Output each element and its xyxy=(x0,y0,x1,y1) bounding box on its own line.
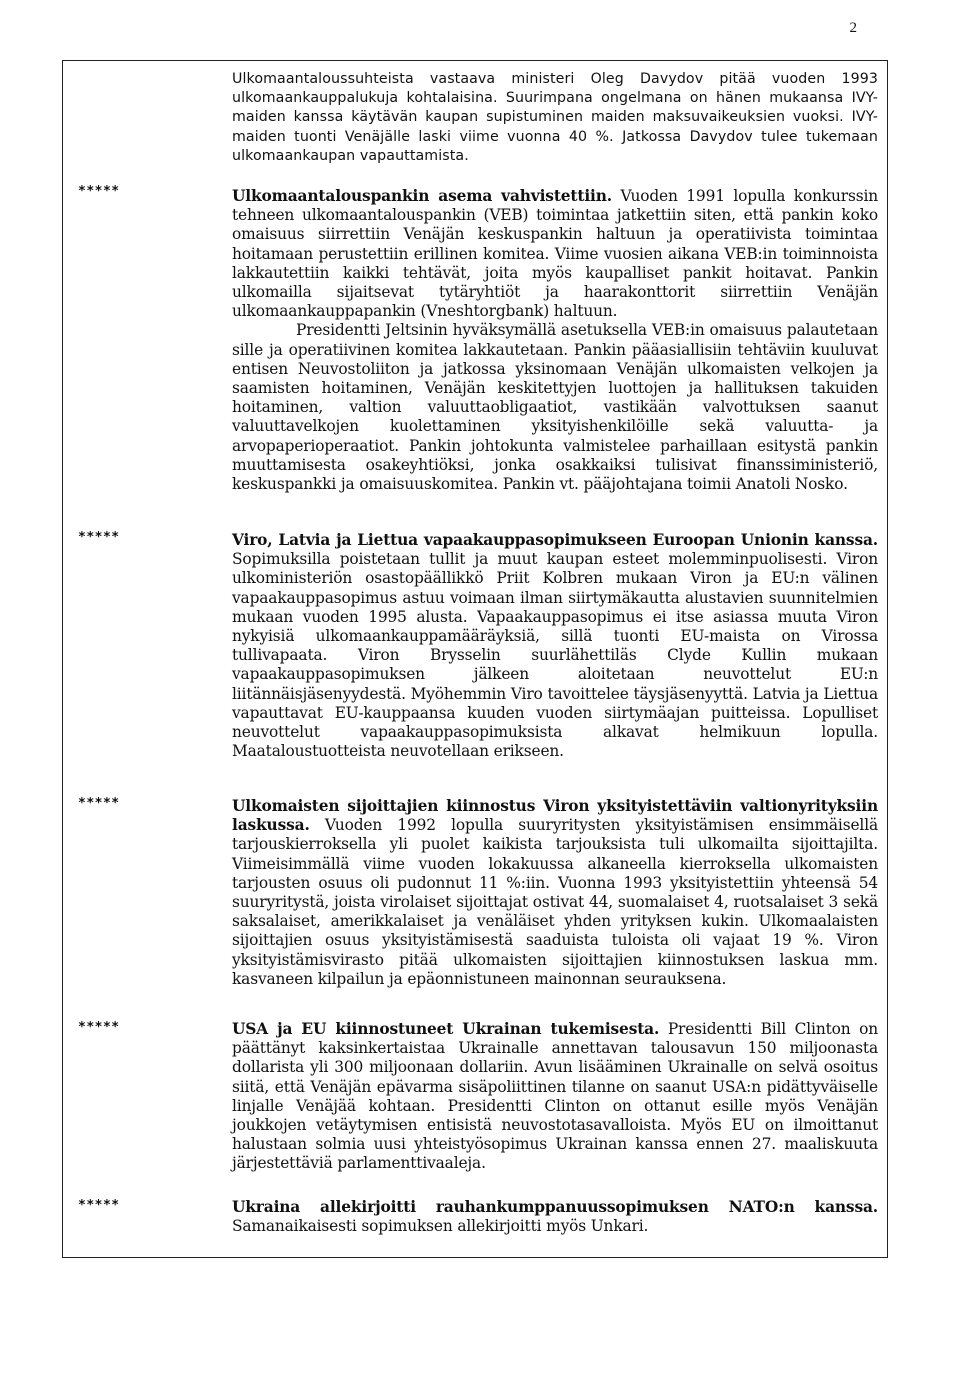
news-item-veb xyxy=(232,187,878,494)
news-item-baltic xyxy=(232,531,878,761)
news-heading: Ukraina allekirjoitti rauhankumppanuussopimuksen NATO:n kanssa. xyxy=(232,1198,878,1216)
section-marker: ***** xyxy=(78,796,120,811)
news-item-ukraine-nato xyxy=(232,1198,878,1236)
news-item-estonia-privatization xyxy=(232,797,878,989)
section-marker: ***** xyxy=(78,1020,120,1035)
intro-paragraph: Ulkomaantaloussuhteista vastaava ministeri Oleg Davydov pitää vuoden 1993 ulkomaankauppalukuja kohtalaisina. Suurimpana ongelmana on hänen mukaansa IVY-maiden kanssa käytävän kaupan supistuminen maiden maksuvaikeuksien vuoksi. IVY-maiden tuonti Venäjälle laski viime vuonna 40 %. Jatkossa Davydov tulee tukemaan ulkomaankaupan vapauttamista. xyxy=(232,71,878,164)
news-item-veb-p2: Presidentti Jeltsinin hyväksymällä asetuksella VEB:in omaisuus palautetaan sille ja operatiivinen komitea lakkautetaan. Pankin pääasiallisiin tehtäviin kuuluvat entisen Neuvostoliiton ja jatkossa yksinomaan Venäjän ulkomaisten velkojen ja saamisten hoitaminen, Venäjän keskitettyjen luottojen ja hallituksen takuiden hoitaminen, valtion valuuttaobligaatiot, vastikään valvottuksen saanut valuuttavelkojen kuolettaminen yksityishenkilöille sekä valuutta- ja arvopaperioperaatiot. Pankin johtokunta valmistelee parhaillaan esitystä pankin muuttamisesta osakeyhtiöksi, jonka osakkaiksi tulisivat finanssiministeriö, keskuspankki ja omaisuuskomitea. Pankin vt. pääjohtajana toimii Anatoli Nosko. xyxy=(232,321,878,494)
news-body: Sopimuksilla poistetaan tullit ja muut kaupan esteet molemminpuolisesti. Viron ulkoministeriön osastopäällikkö Priit Kolbren mukaan Viron ja EU:n välinen vapaakauppasopimus astuu voimaan ilman siirtymäkautta alustavien suunnitelmien mukaan vuoden 1995 alusta. Vapaakauppasopimus ei itse asiassa muuta Viron nykyisiä ulkomaankauppamääräyksiä, sillä tuonti EU-maista on Virossa tullivapaata. Viron Brysselin suurlähettiläs Clyde Kullin mukaan vapaakauppasopimuksen jälkeen aloitetaan neuvottelut EU:n liitännäisjäsenyydestä. Myöhemmin Viro tavoittelee täysjäsenyyttä. Latvia ja Liettua vapauttavat EU-kauppaansa kuuden vuoden siirtymäajan puitteissa. Lopulliset neuvottelut vapaakauppasopimuksista alkavat helmikuun lopulla. Maataloustuotteista neuvotellaan erikseen. xyxy=(232,550,878,761)
section-marker: ***** xyxy=(78,184,120,199)
news-heading: USA ja EU kiinnostuneet Ukrainan tukemisesta. xyxy=(232,1020,660,1038)
news-body: Vuoden 1992 lopulla suuryritysten yksityistämisen ensimmäisellä tarjouskierroksella yli puolet kaikista tarjouksista tuli ulkomailta sijoittajilta. Viimeisimmällä viime vuoden lokakuussa alkaneella kierroksella ulkomaisten tarjousten osuus oli pudonnut 11 %:iin. Vuonna 1993 yksityistettiin yhteensä 54 suuryritystä, joista virolaiset sijoittajat ostivat 44, suomalaiset 4, ruotsalaiset 3 sekä saksalaiset, amerikkalaiset ja venäläiset yhden yrityksen kukin. Ulkomaalaisten sijoittajien osuus yksityistämisestä saaduista tuloista oli vajaat 19 %. Viron yksityistämisvirasto pitää ulkomaisten sijoittajien kiinnostuksen laskua mm. kasvaneen kilpailun ja epäonnistuneen mainonnan seurauksena. xyxy=(232,816,878,988)
news-heading: Ulkomaisten sijoittajien kiinnostus Viron yksityistettäviin valtionyrityksiin laskussa. xyxy=(232,797,878,835)
news-body: Vuoden 1991 lopulla konkurssin tehneen ulkomaantalouspankin (VEB) toimintaa jatkettiin siten, että pankin koko omaisuus siirrettiin Venäjän keskuspankin haltuun ja operatiivista toimintaa hoitamaan perustettiin erillinen komitea. Viime vuosien aikana VEB:in toiminnoista lakkautettiin kaikki tehtävät, joita myös kaupalliset pankit hoitavat. Pankin ulkomailla sijaitsevat tytäryhtiöt ja haarakonttorit siirrettiin Venäjän ulkomaankauppapankin (Vneshtorgbank) haltuun. xyxy=(232,187,879,321)
news-heading: Viro, Latvia ja Liettua vapaakauppasopimukseen Euroopan Unionin kanssa. xyxy=(232,531,878,549)
news-item-veb-p1 xyxy=(232,187,878,321)
news-heading: Ulkomaantalouspankin asema vahvistettiin. xyxy=(232,187,612,205)
section-marker: ***** xyxy=(78,530,120,545)
news-body: Presidentti Bill Clinton on päättänyt kaksinkertaistaa Ukrainalle annettavan talousavun 150 miljoonasta dollarista yli 300 miljoonaan dollariin. Avun lisääminen Ukrainalle on selvä osoitus siitä, että Venäjän epävarma sisäpoliittinen tilanne on saanut USA:n pidättyväiselle linjalle Venäjää kohtaan. Presidentti Clinton on ottanut esille myös Venäjän joukkojen vetäytymisen entisistä neuvostotasavalloista. Myös EU on ilmoittanut halustaan solmia uusi yhteistyösopimus Ukrainan kanssa ennen 27. maaliskuuta järjestettäviä parlamenttivaaleja. xyxy=(232,1020,878,1173)
news-item-ukraine-support xyxy=(232,1020,878,1174)
section-marker: ***** xyxy=(78,1198,120,1213)
news-body: Samanaikaisesti sopimuksen allekirjoitti myös Unkari. xyxy=(232,1217,649,1236)
page-number: 2 xyxy=(849,20,857,36)
